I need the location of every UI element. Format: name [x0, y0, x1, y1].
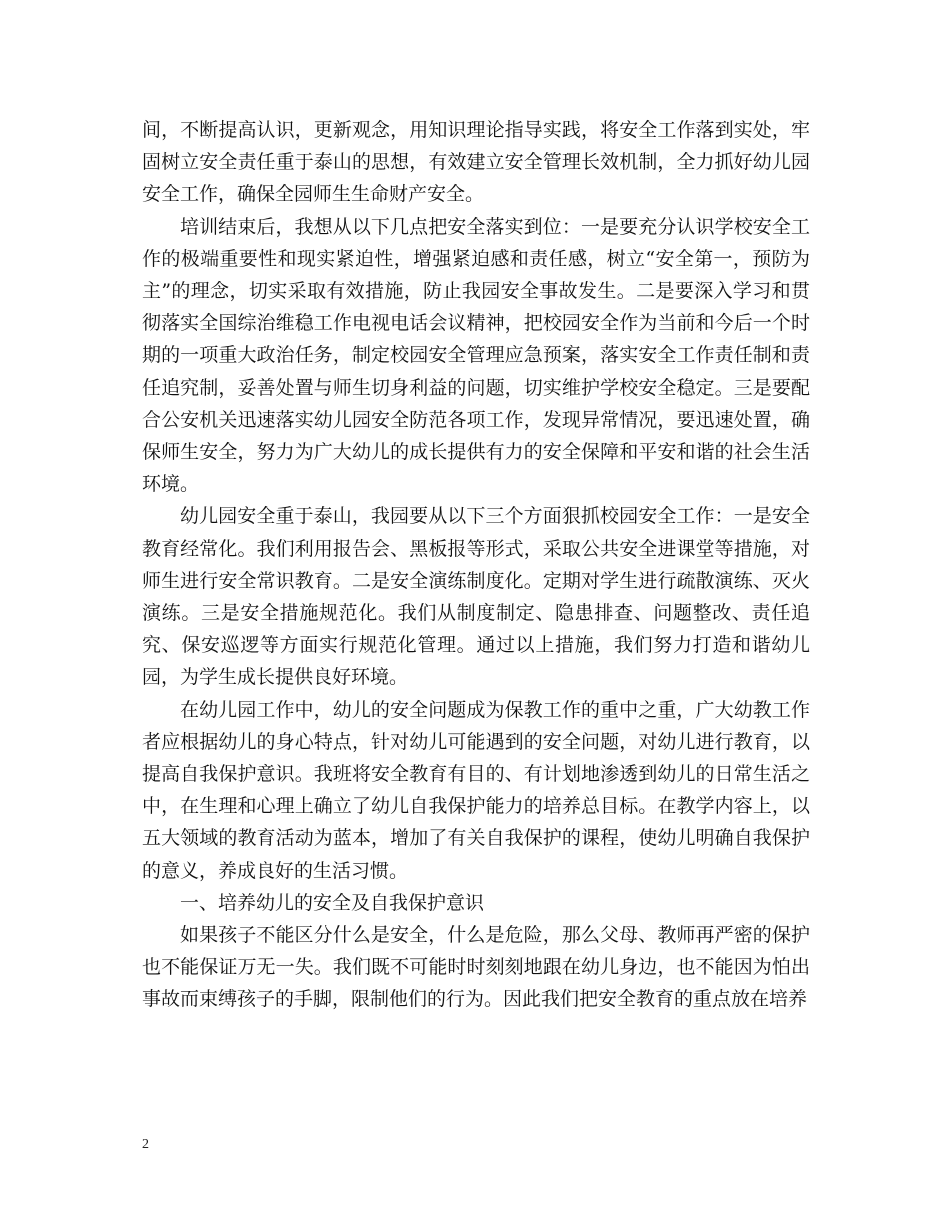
paragraph-5: 如果孩子不能区分什么是安全，什么是危险，那么父母、教师再严密的保护也不能保证万无一失。我们既不可能时时刻刻地跟在幼儿身边，也不能因为怕出事故而束缚孩子的手脚，限制他们的行为。因此我们把安全教育的重点放在培养	[142, 924, 810, 1011]
page-number: 2	[142, 1137, 149, 1152]
paragraph-1: 间，不断提高认识，更新观念，用知识理论指导实践，将安全工作落到实处，牢固树立安全责任重于泰山的思想，有效建立安全管理长效机制，全力抓好幼儿园安全工作，确保全园师生生命财产安全。	[142, 119, 810, 206]
paragraph-2: 培训结束后，我想从以下几点把安全落实到位：一是要充分认识学校安全工作的极端重要性和现实紧迫性，增强紧迫感和责任感，树立“安全第一，预防为主”的理念，切实采取有效措施，防止我园安全事故发生。二是要深入学习和贯彻落实全国综治维稳工作电视电话会议精神，把校园安全作为当前和今后一个时期的一项重大政治任务，制定校园安全管理应急预案，落实安全工作责任制和责任追究制，妥善处置与师生切身利益的问题，切实维护学校安全稳定。三是要配合公安机关迅速落实幼儿园安全防范各项工作，发现异常情况，要迅速处置，确保师生安全，努力为广大幼儿的成长提供有力的安全保障和平安和谐的社会生活环境。	[142, 215, 810, 496]
section-heading: 一、培养幼儿的安全及自我保护意识	[180, 891, 485, 914]
paragraph-4: 在幼儿园工作中，幼儿的安全问题成为保教工作的重中之重，广大幼教工作者应根据幼儿的身心特点，针对幼儿可能遇到的安全问题，对幼儿进行教育，以提高自我保护意识。我班将安全教育有目的、有计划地渗透到幼儿的日常生活之中，在生理和心理上确立了幼儿自我保护能力的培养总目标。在教学内容上，以五大领域的教育活动为蓝本，增加了有关自我保护的课程，使幼儿明确自我保护的意义，养成良好的生活习惯。	[142, 698, 810, 882]
paragraph-3: 幼儿园安全重于泰山，我园要从以下三个方面狠抓校园安全工作：一是安全教育经常化。我们利用报告会、黑板报等形式，采取公共安全进课堂等措施，对师生进行安全常识教育。二是安全演练制度化。定期对学生进行疏散演练、灭火演练。三是安全措施规范化。我们从制度制定、隐患排查、问题整改、责任追究、保安巡逻等方面实行规范化管理。通过以上措施，我们努力打造和谐幼儿园，为学生成长提供良好环境。	[142, 505, 810, 689]
document-body	[142, 114, 810, 1016]
